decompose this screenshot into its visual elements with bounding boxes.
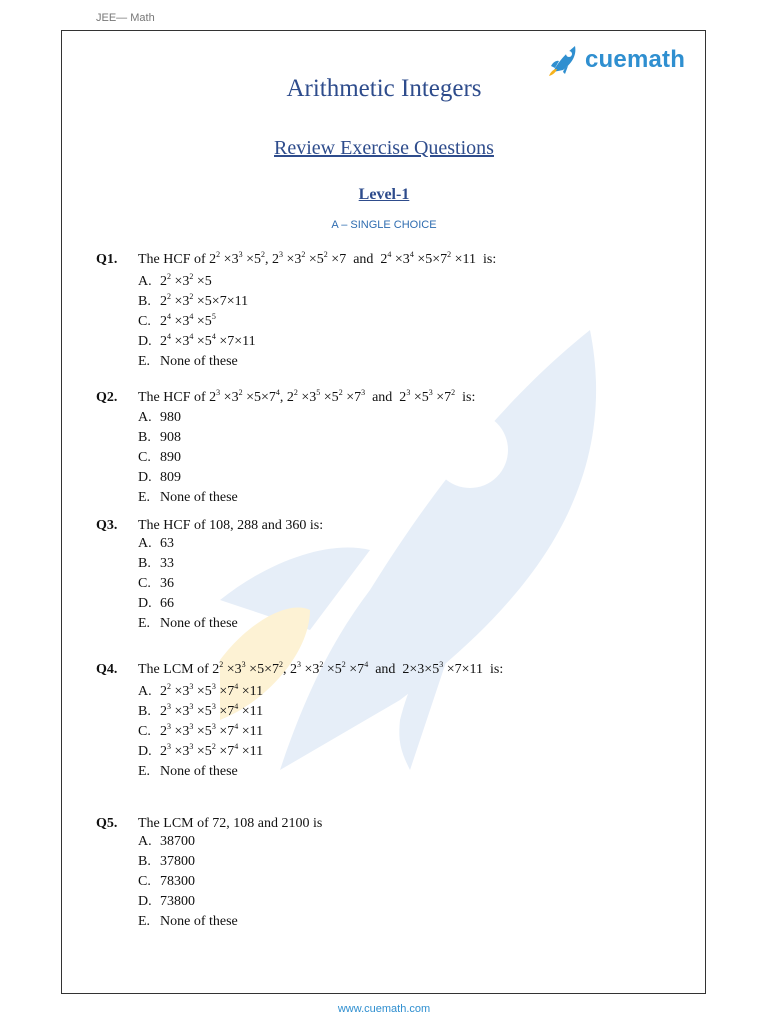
option-item [138,448,238,468]
option-letter: B. [138,430,151,445]
option-text: 33 [160,556,174,571]
option-item [138,722,263,742]
option-item [138,872,238,892]
option-text: $2^3 \times 3^3 \times 5^3 \times 7^4 \times 11$ [160,702,264,719]
option-text: $2^4 \times 3^4 \times 5^4 \times 7\times 11$ [160,332,256,349]
option-letter: C. [138,874,151,889]
option-text: None of these [160,354,238,369]
option-item [138,912,238,932]
header-label: JEE— Math [96,12,155,24]
option-text: 73800 [160,894,195,909]
option-text: $2^3 \times 3^3 \times 5^2 \times 7^4 \times 11$ [160,742,264,759]
question-number: Q4. [96,662,118,677]
option-item [138,832,238,852]
option-text: 66 [160,596,174,611]
option-text: None of these [160,914,238,929]
option-item [138,292,256,312]
option-letter: E. [138,764,151,779]
option-text: 809 [160,470,181,485]
option-text: None of these [160,764,238,779]
option-text: 63 [160,536,174,551]
option-item [138,488,238,508]
question-text: The HCF of 108, 288 and 360 is: [138,518,324,533]
option-letter: C. [138,450,151,465]
rocket-logo-icon [545,42,581,78]
option-letter: C. [138,576,151,591]
option-letter: C. [138,314,151,329]
option-text: $2^2 \times 3^2 \times 5\times 7\times 11$ [160,292,249,309]
level-heading: Level-1 [358,186,410,203]
question-text: The LCM of $2^2 \times 3^3 \times 5\times 7^2$, $2^3 \times 3^2 \times 5^2 \times 7^4$ and $2\times 3\times 5^3 \times 7\times 11$ is: [138,660,504,677]
question-text: The LCM of 72, 108 and 2100 is [138,816,323,831]
logo-text: cuemath [585,46,686,73]
option-item [138,742,263,762]
option-letter: E. [138,616,151,631]
cuemath-logo [545,42,685,78]
option-text: None of these [160,490,238,505]
option-letter: A. [138,536,152,551]
option-item [138,534,238,554]
option-item [138,852,238,872]
option-letter: C. [138,724,151,739]
option-letter: A. [138,684,152,699]
question-text: The HCF of $2^3 \times 3^2 \times 5\times 7^4$, $2^2 \times 3^5 \times 5^2 \times 7^3$ and $2^3 \times 5^3 \times 7^2$ is: [138,388,476,405]
options-list [138,534,238,634]
footer-url[interactable]: www.cuemath.com [337,1003,431,1015]
options-list [138,272,256,372]
question-number: Q3. [96,518,118,533]
option-text: 38700 [160,834,195,849]
question-number: Q2. [96,390,118,405]
option-text: 908 [160,430,181,445]
option-text: 37800 [160,854,195,869]
option-letter: D. [138,470,152,485]
option-letter: B. [138,556,151,571]
option-item [138,762,263,782]
option-text: 890 [160,450,181,465]
section-label: A – SINGLE CHOICE [331,219,437,231]
question-number: Q1. [96,252,118,267]
option-item [138,408,238,428]
option-letter: E. [138,490,151,505]
page-subtitle: Review Exercise Questions [274,137,494,159]
options-list [138,408,238,508]
option-item [138,468,238,488]
options-list [138,682,263,782]
options-list [138,832,238,932]
option-item [138,574,238,594]
option-letter: E. [138,914,151,929]
option-item [138,272,256,292]
option-text: 78300 [160,874,195,889]
option-item [138,312,256,332]
option-letter: D. [138,744,152,759]
option-letter: B. [138,854,151,869]
option-letter: E. [138,354,151,369]
option-letter: B. [138,294,151,309]
option-text: None of these [160,616,238,631]
page-title: Arithmetic Integers [286,75,482,102]
option-text: 980 [160,410,181,425]
option-item [138,614,238,634]
option-text: $2^2 \times 3^2 \times 5$ [160,272,212,289]
option-letter: D. [138,596,152,611]
option-letter: A. [138,410,152,425]
option-text: $2^3 \times 3^3 \times 5^3 \times 7^4 \times 11$ [160,722,264,739]
option-item [138,682,263,702]
question-text: The HCF of $2^2 \times 3^3 \times 5^2$, $2^3 \times 3^2 \times 5^2 \times 7$ and $2^4 \times 3^4 \times 5\times 7^2 \times 11$ is: [138,250,497,267]
option-text: $2^2 \times 3^3 \times 5^3 \times 7^4 \times 11$ [160,682,264,699]
option-item [138,892,238,912]
question-number: Q5. [96,816,118,831]
option-item [138,702,263,722]
option-item [138,428,238,448]
option-letter: B. [138,704,151,719]
option-letter: A. [138,274,152,289]
option-item [138,352,256,372]
option-letter: A. [138,834,152,849]
option-letter: D. [138,334,152,349]
option-letter: D. [138,894,152,909]
option-item [138,554,238,574]
option-item [138,332,256,352]
option-text: $2^4 \times 3^4 \times 5^5$ [160,312,216,329]
option-item [138,594,238,614]
option-text: 36 [160,576,174,591]
